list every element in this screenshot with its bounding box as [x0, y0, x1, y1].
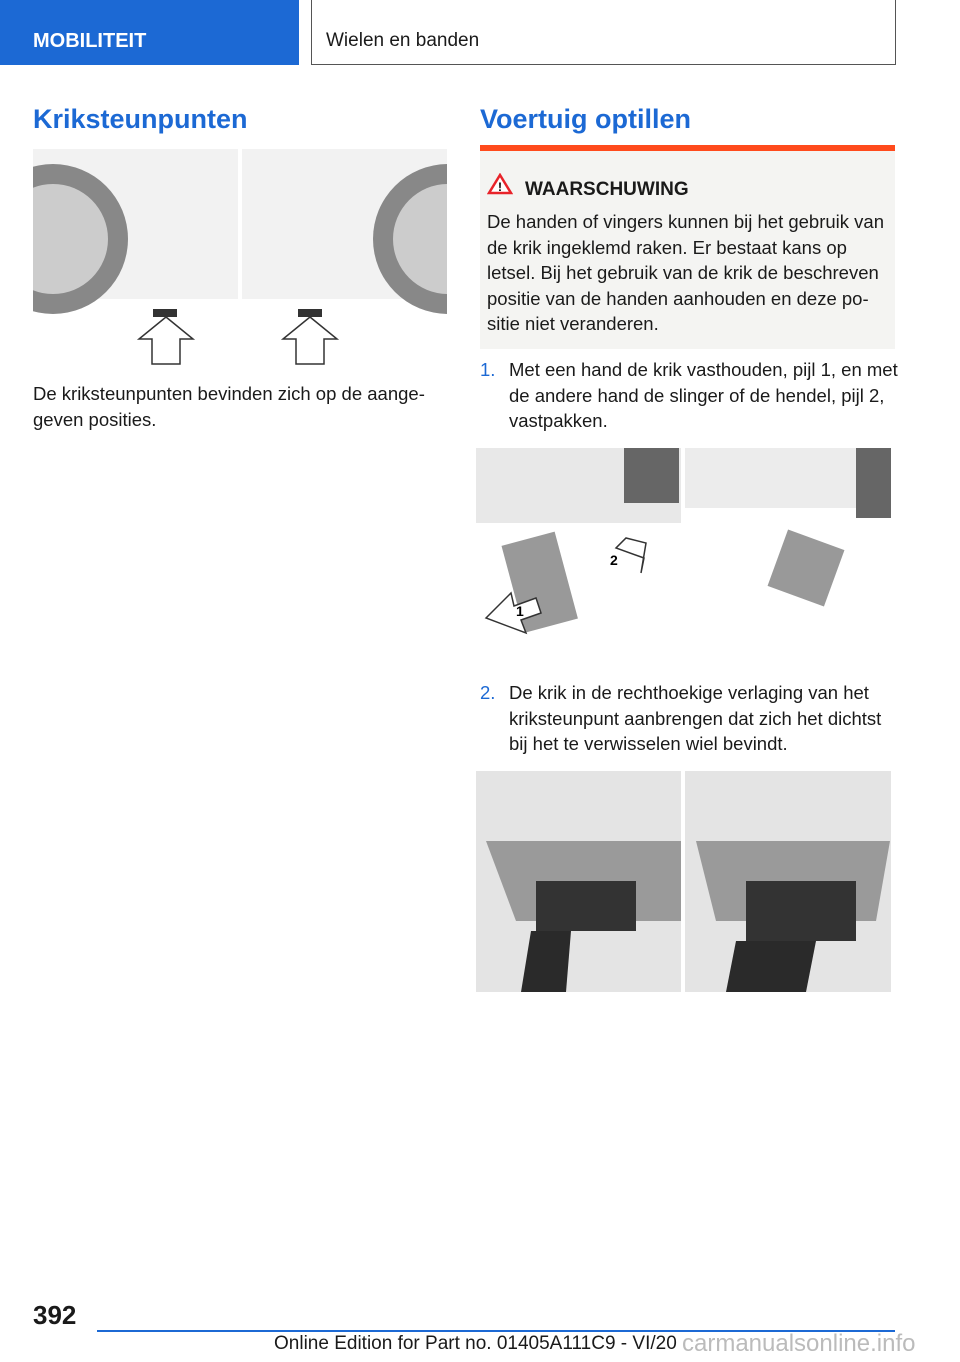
page-number: 392: [33, 1300, 77, 1330]
jack-points-text: De kriksteunpunten bevinden zich op de aange-geven posities.: [33, 383, 425, 430]
jack-placement-image: [476, 771, 891, 992]
edition-text: Online Edition for Part no. 01405A111C9 - VI/20: [274, 1333, 677, 1354]
step-text: Met een hand de krik vasthouden, pijl 1, en met de andere hand de slinger of de hendel, pijl 2, vastpakken.: [509, 359, 898, 431]
step-1: [480, 357, 900, 434]
svg-text:!: !: [498, 180, 502, 194]
section-tab: MOBILITEIT: [0, 0, 299, 65]
heading-voertuig-optillen: Voertuig optillen: [480, 104, 691, 134]
svg-text:2: 2: [610, 552, 618, 568]
jack-illustration: [476, 448, 891, 643]
warning-box: [480, 145, 895, 349]
jack-point-illustration: [476, 771, 891, 992]
step-number: 2.: [480, 682, 496, 703]
warning-text: De handen of vingers kunnen bij het gebruik van de krik ingeklemd raken. Er bestaat kans op letsel. Bij het gebruik van de krik de beschreven positie van de handen aanhouden en deze po-sitie niet veranderen.: [487, 211, 884, 334]
step-number: 1.: [480, 359, 496, 380]
warning-title: WAARSCHUWING: [525, 179, 689, 200]
jack-points-image: [33, 149, 447, 367]
step-2: [480, 680, 900, 757]
warning-triangle-icon: [487, 173, 513, 195]
step-text: De krik in de rechthoekige verlaging van het kriksteunpunt aanbrengen dat zich het dichtst bij het te verwisselen wiel bevindt.: [509, 682, 882, 754]
heading-kriksteunpunten: Kriksteunpunten: [33, 104, 248, 134]
chapter-title: Wielen en banden: [311, 0, 896, 65]
car-side-illustration: [33, 149, 447, 367]
svg-text:1: 1: [516, 603, 524, 619]
jack-handling-image: [476, 448, 891, 643]
watermark: carmanualsonline.info: [682, 1330, 916, 1357]
